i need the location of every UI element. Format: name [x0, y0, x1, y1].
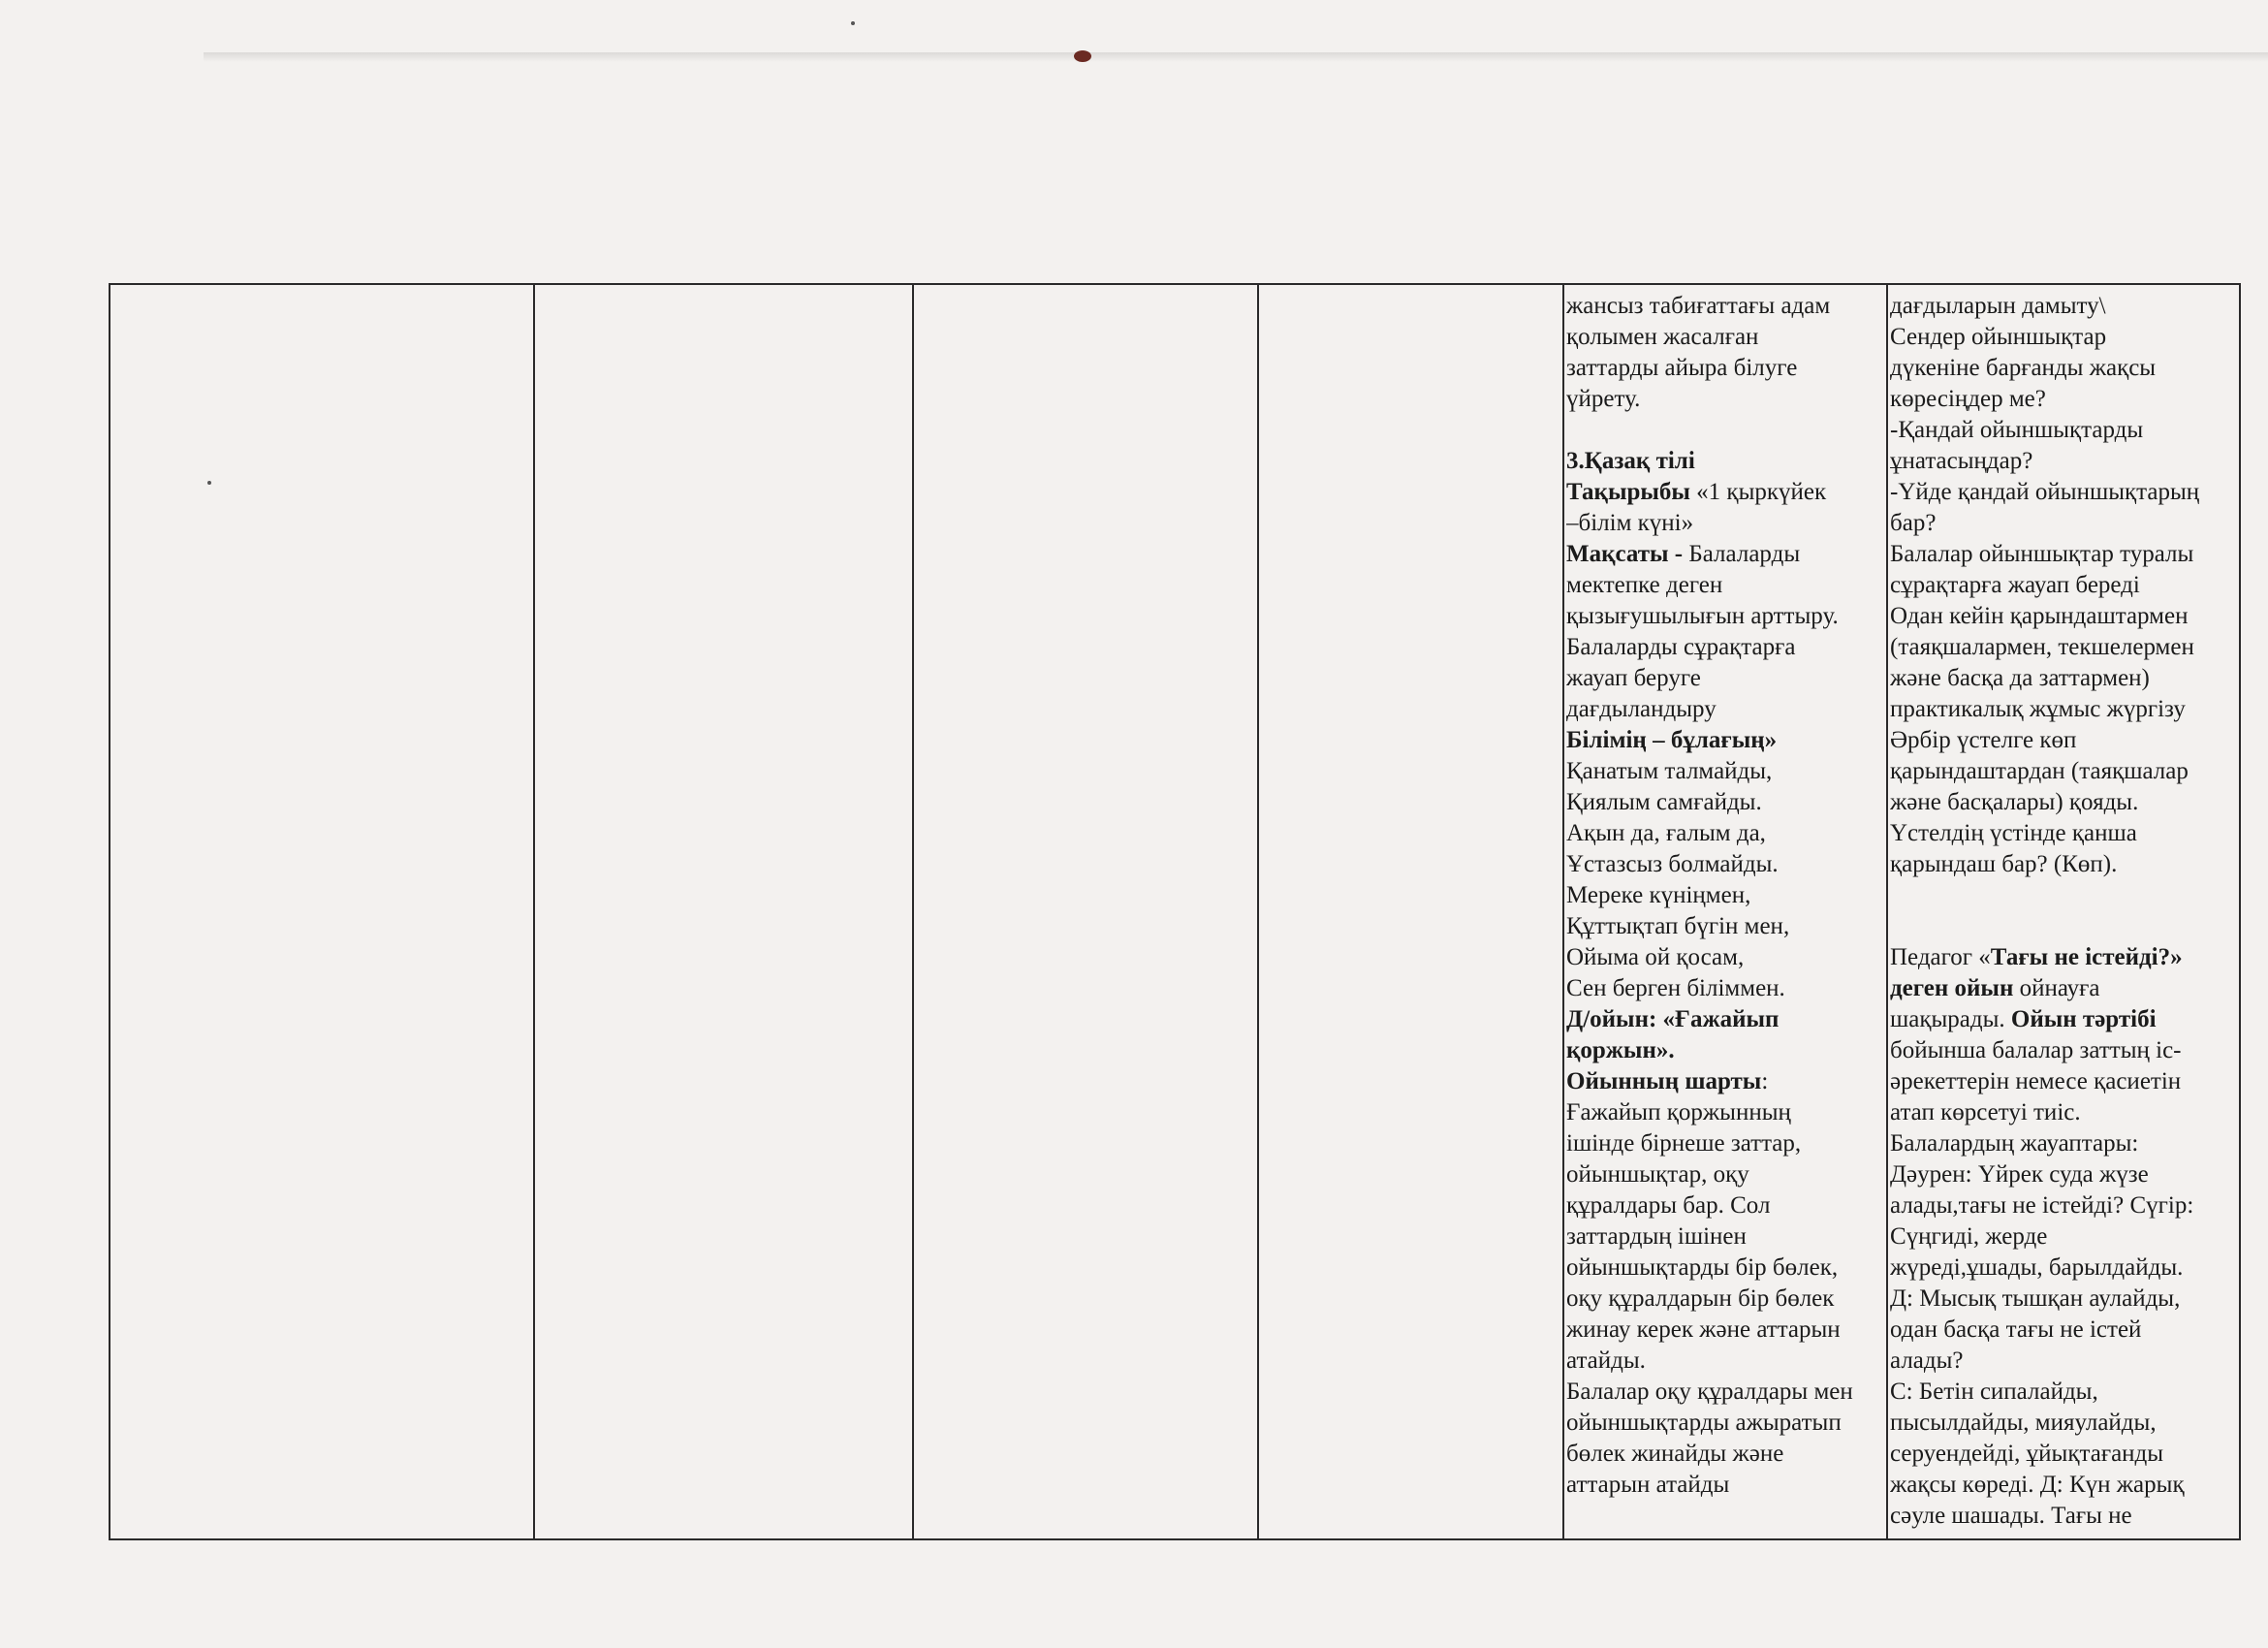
text-line [1566, 1004, 1886, 1035]
text-line [1566, 787, 1886, 818]
text-run: Ойыма ой қосам, [1566, 944, 1745, 970]
text-run: Әрбір үстелге көп [1890, 727, 2077, 753]
text-run: қарындаш бар? (Көп). [1890, 851, 2118, 877]
text-line [1890, 570, 2241, 601]
text-line [1566, 1035, 1886, 1066]
text-line [1890, 632, 2241, 663]
text-line [1566, 353, 1886, 384]
text-line [1566, 942, 1886, 973]
text-run: жинау керек және аттарын [1566, 1316, 1841, 1343]
text-run: Балаларды [1688, 541, 1801, 567]
text-line [1566, 1284, 1886, 1315]
text-run: С: Бетін сипалайды, [1890, 1379, 2098, 1405]
text-run: Ақын да, ғалым да, [1566, 820, 1766, 846]
text-line [1890, 539, 2241, 570]
text-run: -Үйде қандай ойыншықтарың [1890, 479, 2200, 505]
bold-text: Тақырыбы [1566, 479, 1690, 505]
text-line [1566, 477, 1886, 508]
text-line [1566, 446, 1886, 477]
text-run: аттарын атайды [1566, 1472, 1730, 1498]
bold-text: Д/ойын: «Ғажайып [1566, 1006, 1780, 1032]
text-line [1890, 601, 2241, 632]
text-run: Ғажайып қоржынның [1566, 1099, 1791, 1125]
text-run: Балалар ойыншықтар туралы [1890, 541, 2194, 567]
text-run: Балалар оқу құралдары мен [1566, 1379, 1853, 1405]
text-run: сұрақтарға жауап береді [1890, 572, 2140, 598]
ink-speck [851, 21, 855, 25]
text-run: жансыз табиғаттағы адам [1566, 293, 1831, 319]
text-line [1890, 1159, 2241, 1190]
text-line [1566, 725, 1886, 756]
text-line [1890, 1470, 2241, 1501]
text-run: Құттықтап бүгін мен, [1566, 913, 1790, 939]
table-cell-game-activity [1890, 291, 2241, 1535]
text-line [1566, 1252, 1886, 1284]
blank-line [1890, 880, 2241, 911]
text-line [1890, 353, 2241, 384]
bold-text: Ойынның шарты [1566, 1068, 1762, 1094]
text-run: алады? [1890, 1347, 1964, 1374]
text-line [1890, 1408, 2241, 1439]
bold-text: Ойын тәртібі [2010, 1006, 2157, 1032]
text-line [1890, 1252, 2241, 1284]
table-cell-empty [110, 291, 531, 1535]
text-line [1566, 694, 1886, 725]
text-run: бөлек жинайды және [1566, 1441, 1784, 1467]
text-line [1566, 1128, 1886, 1159]
text-run: Балаларды сұрақтарға [1566, 634, 1796, 660]
text-line [1890, 818, 2241, 849]
text-run: қарындаштардан (таяқшалар [1890, 758, 2189, 784]
text-line [1890, 1066, 2241, 1097]
text-run: дағдыландыру [1566, 696, 1717, 722]
text-run: заттардың ішінен [1566, 1223, 1747, 1250]
text-line [1890, 1377, 2241, 1408]
text-run: Дәурен: Үйрек суда жүзе [1890, 1161, 2149, 1188]
text-run: ойнауға [2013, 975, 2100, 1001]
table-cell-empty [914, 291, 1255, 1535]
text-run: –білім күні» [1566, 510, 1694, 536]
text-line [1566, 601, 1886, 632]
text-line [1890, 291, 2241, 322]
lesson-plan-table [109, 283, 2241, 1540]
text-line [1890, 725, 2241, 756]
table-cell-kazakh-lesson [1566, 291, 1886, 1535]
text-run: жүреді,ұшады, барылдайды. [1890, 1254, 2184, 1281]
text-run: алады,тағы не істейді? Сүгір: [1890, 1192, 2194, 1219]
text-run: бойынша балалар заттың іс- [1890, 1037, 2182, 1063]
bold-text: Білімің – бұлағың» [1566, 727, 1778, 753]
text-run: : [1761, 1068, 1769, 1094]
text-run: (таяқшалармен, текшелермен [1890, 634, 2194, 660]
text-line [1890, 1190, 2241, 1221]
text-line [1566, 818, 1886, 849]
text-run: және басқа да заттармен) [1890, 665, 2150, 691]
text-line [1566, 384, 1886, 415]
text-run: атайды. [1566, 1347, 1646, 1374]
text-run: көресіңдер ме? [1890, 386, 2046, 412]
text-line [1890, 1346, 2241, 1377]
text-line [1890, 1097, 2241, 1128]
text-run: ішінде бірнеше заттар, [1566, 1130, 1802, 1157]
blank-line [1890, 911, 2241, 942]
text-line [1890, 415, 2241, 446]
column-divider [1886, 285, 1888, 1538]
text-line [1566, 1066, 1886, 1097]
text-run: Балалардың жауаптары: [1890, 1130, 2139, 1157]
text-line [1890, 477, 2241, 508]
text-line [1890, 1439, 2241, 1470]
text-run: жауап беруге [1566, 665, 1701, 691]
text-line [1890, 384, 2241, 415]
text-line [1890, 849, 2241, 880]
text-run: ұнатасыңдар? [1890, 448, 2033, 474]
text-line [1566, 291, 1886, 322]
ink-speck [1074, 50, 1091, 62]
text-line [1566, 1439, 1886, 1470]
text-run: Одан кейін қарындаштармен [1890, 603, 2189, 629]
scan-shadow [204, 52, 2268, 62]
text-line [1890, 663, 2241, 694]
bold-text: Тағы не істейді?» [1990, 944, 2183, 970]
text-run: дағдыларын дамыту\ [1890, 293, 2106, 319]
text-line [1890, 973, 2241, 1004]
text-line [1566, 1470, 1886, 1501]
bold-text: Мақсаты - [1566, 541, 1689, 567]
text-line [1566, 1221, 1886, 1252]
text-line [1566, 849, 1886, 880]
text-run: одан басқа тағы не істей [1890, 1316, 2142, 1343]
text-line [1566, 322, 1886, 353]
blank-line [1566, 415, 1886, 446]
text-run: серуендейді, ұйықтағанды [1890, 1441, 2164, 1467]
text-run: Ұстазсыз болмайды. [1566, 851, 1779, 877]
text-line [1890, 942, 2241, 973]
bold-text: 3.Қазақ тілі [1566, 448, 1695, 474]
text-line [1890, 756, 2241, 787]
text-run: ойыншықтарды бір бөлек, [1566, 1254, 1839, 1281]
text-run: сәуле шашады. Тағы не [1890, 1503, 2132, 1529]
text-run: ойыншықтарды ажыратып [1566, 1410, 1842, 1436]
text-run: әрекеттерін немесе қасиетін [1890, 1068, 2182, 1094]
text-run: Сендер ойыншықтар [1890, 324, 2107, 350]
text-run: -Қандай ойыншықтарды [1890, 417, 2144, 443]
text-run: құралдары бар. Сол [1566, 1192, 1771, 1219]
text-run: «1 қыркүйек [1689, 479, 1827, 505]
text-run: Сен берген біліммен. [1566, 975, 1785, 1001]
text-line [1890, 508, 2241, 539]
text-line [1890, 787, 2241, 818]
text-run: практикалық жұмыс жүргізу [1890, 696, 2186, 722]
text-line [1566, 1377, 1886, 1408]
text-line [1566, 1097, 1886, 1128]
text-run: шақырады. [1890, 1006, 2011, 1032]
text-run: атап көрсетуі тиіс. [1890, 1099, 2081, 1125]
text-run: қолымен жасалған [1566, 324, 1759, 350]
bold-text: қоржын». [1566, 1037, 1675, 1063]
text-line [1566, 973, 1886, 1004]
text-run: пысылдайды, мияулайды, [1890, 1410, 2157, 1436]
text-line [1566, 1315, 1886, 1346]
text-run: мектепке деген [1566, 572, 1723, 598]
text-run: Қанатым талмайды, [1566, 758, 1773, 784]
text-run: оқу құралдарын бір бөлек [1566, 1285, 1835, 1312]
text-line [1890, 322, 2241, 353]
text-run: Қиялым самғайды. [1566, 789, 1762, 815]
text-line [1890, 1035, 2241, 1066]
text-line [1890, 1004, 2241, 1035]
text-run: қызығушылығын арттыру. [1566, 603, 1839, 629]
text-line [1890, 1128, 2241, 1159]
table-cell-empty [1259, 291, 1560, 1535]
text-line [1890, 1284, 2241, 1315]
text-line [1566, 1159, 1886, 1190]
text-line [1566, 1190, 1886, 1221]
text-line [1890, 1501, 2241, 1532]
text-run: дүкеніне барғанды жақсы [1890, 355, 2157, 381]
text-run: ойыншықтар, оқу [1566, 1161, 1749, 1188]
text-line [1566, 880, 1886, 911]
text-line [1566, 539, 1886, 570]
text-line [1566, 1408, 1886, 1439]
text-run: Мереке күніңмен, [1566, 882, 1751, 908]
text-run: үйрету. [1566, 386, 1641, 412]
text-run: Үстелдің үстінде қанша [1890, 820, 2137, 846]
text-line [1566, 756, 1886, 787]
text-line [1566, 1346, 1886, 1377]
text-run: заттарды айыра білуге [1566, 355, 1798, 381]
text-run: және басқалары) қояды. [1890, 789, 2139, 815]
column-divider [1562, 285, 1564, 1538]
text-line [1890, 1221, 2241, 1252]
bold-text: деген ойын [1890, 975, 2014, 1001]
text-line [1890, 694, 2241, 725]
text-line [1566, 663, 1886, 694]
table-cell-empty [535, 291, 910, 1535]
text-line [1566, 570, 1886, 601]
text-run: бар? [1890, 510, 1937, 536]
text-line [1566, 911, 1886, 942]
text-line [1566, 632, 1886, 663]
text-run: Сүңгиді, жерде [1890, 1223, 2048, 1250]
text-line [1890, 446, 2241, 477]
text-run: Педагог « [1890, 944, 1991, 970]
text-line [1890, 1315, 2241, 1346]
text-line [1566, 508, 1886, 539]
text-run: жақсы көреді. Д: Күн жарық [1890, 1472, 2185, 1498]
text-run: Д: Мысық тышқан аулайды, [1890, 1285, 2181, 1312]
